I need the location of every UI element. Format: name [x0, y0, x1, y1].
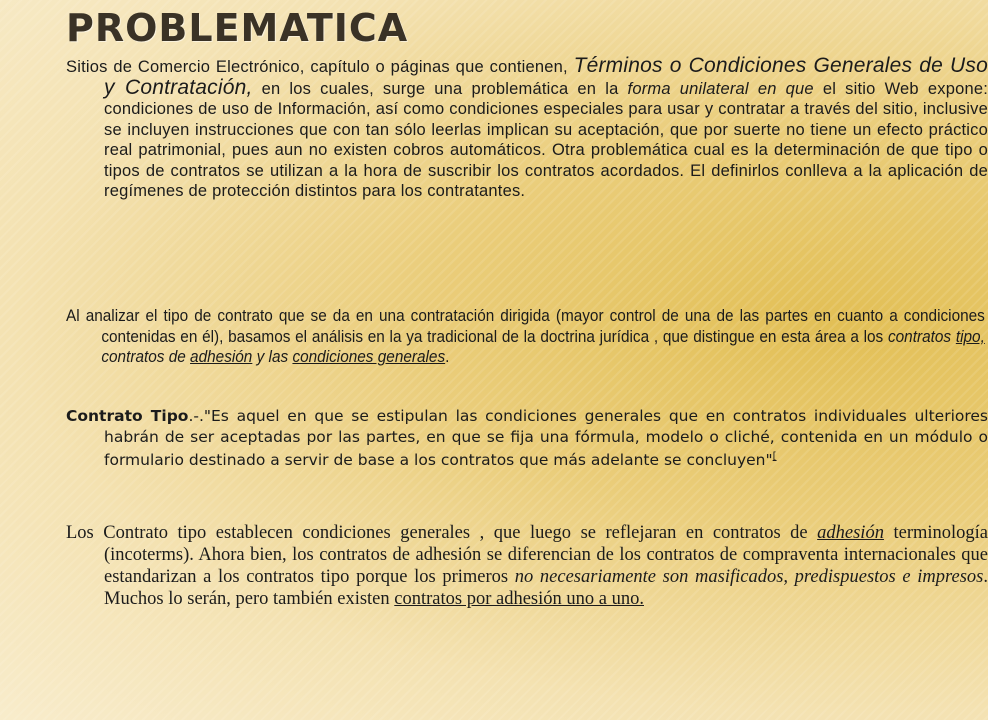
- paragraph-contrato-tipo: [66, 406, 988, 471]
- p2-link-condiciones-generales[interactable]: condiciones generales: [292, 348, 446, 366]
- p4-italic-phrase: no necesariamente son masificados, predispuestos e impresos: [514, 567, 984, 587]
- p4-text-1: Los Contrato tipo establecen condiciones generales , que luego se reflejaran en contratos de: [66, 523, 818, 543]
- p1-text-3: en los cuales, surge una problemática en la: [252, 79, 628, 98]
- p4-link-uno-a-uno[interactable]: contratos por adhesión uno a uno.: [394, 589, 644, 609]
- p2-period: .: [445, 348, 450, 366]
- p3-definition: .-."Es aquel en que se estipulan las condiciones generales que en contratos individuales ulteriores habrán de ser aceptadas por las partes, en que se fija una fórmula, modelo o cliché, contenida en un módulo o formulario destinado a servir de base a los contratos que más adelante se concluyen": [104, 407, 988, 470]
- contrato-tipo-label: Contrato Tipo: [66, 407, 189, 425]
- p2-contratos: contratos: [887, 327, 956, 346]
- p2-contratos-de: contratos de: [101, 348, 191, 366]
- p1-text-1: Sitios de Comercio Electrónico, capítulo o páginas que contienen,: [66, 58, 574, 76]
- p2-link-tipo[interactable]: tipo,: [955, 327, 985, 346]
- p2-text-1: Al analizar el tipo de contrato que se da en una contratación dirigida (mayor control de una de las partes en cuanto a condiciones contenidas en él), basamos el análisis en la ya tradicional de la doctrina jurídica , que distingue en esta área a los: [66, 307, 985, 346]
- footnote-ref[interactable]: [: [772, 451, 777, 462]
- p2-link-adhesion[interactable]: adhesión: [190, 348, 253, 366]
- p1-terms-phrase: Términos o Condiciones Generales de Uso y Contratación,: [104, 54, 988, 99]
- p4-link-adhesion[interactable]: adhesión: [817, 523, 884, 543]
- p4-text-5: . Muchos lo serán, pero también existen: [104, 567, 988, 609]
- p4-text-3: terminología (incoterms). Ahora bien, los contratos de adhesión se diferencian de los contratos de compraventa internacionales que estandarizan a los contratos tipo porque los primeros: [104, 523, 988, 587]
- paragraph-problematica: [66, 56, 988, 202]
- p1-forma-unilateral: forma unilateral en que: [627, 79, 814, 98]
- p1-text-5: el sitio Web expone: condiciones de uso de Información, así como condiciones especiales para usar y contratar a través del sitio, inclusive se incluyen instrucciones que con tan sólo leerlas implican su aceptación, que por suerte no tiene un efecto práctico real patrimonial, pues aun no existen cobros automáticos. Otra problemática cual es la determinación de que tipo o tipos de contratos se utilizan a la hora de suscribir los contratos acordados. El definirlos conlleva a la aplicación de regímenes de protección distintos para los contratantes.: [104, 79, 988, 200]
- p2-y-las: y las: [252, 348, 293, 366]
- paragraph-analisis: [66, 306, 985, 368]
- page-title: PROBLEMATICA: [66, 6, 409, 50]
- paragraph-contratos-adhesion: [66, 522, 988, 610]
